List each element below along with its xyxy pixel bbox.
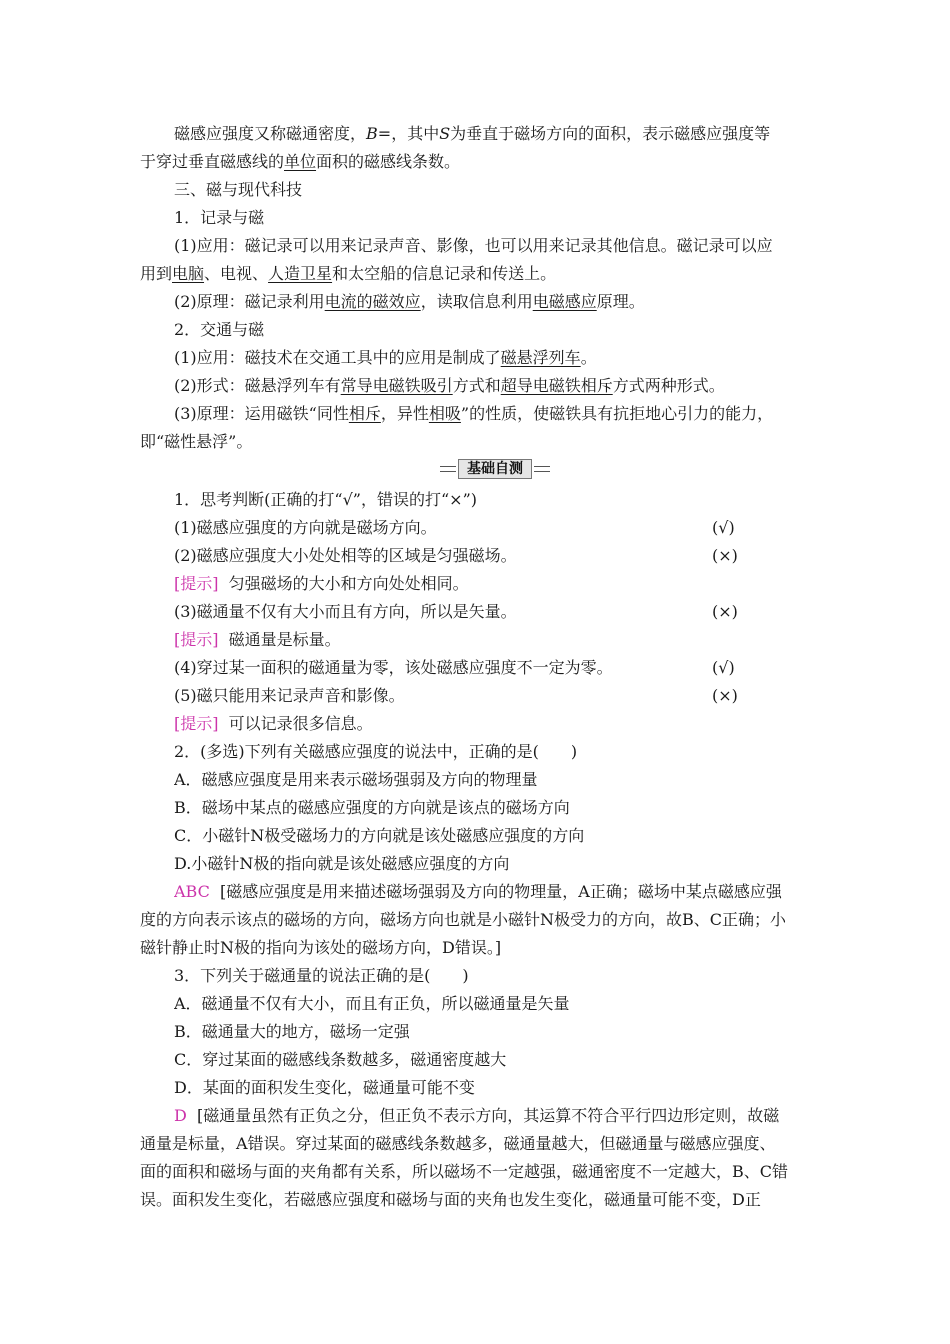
- q2-option-d: D.小磁针N极的指向就是该处磁感应强度的方向: [174, 854, 510, 873]
- q2-explanation-line-3: 磁针静止时N极的指向为该处的磁场方向，D错误。]: [140, 938, 502, 957]
- q1-item-2: (2)磁感应强度大小处处相等的区域是匀强磁场。: [174, 546, 517, 565]
- flux-density-line-1: [174, 124, 820, 144]
- q3-explanation-line-2: 通量是标量，A错误。穿过某面的磁感线条数越多，磁通量越大，但磁通量与磁感应强度、: [140, 1134, 776, 1153]
- underlined-term: 单位: [284, 152, 317, 171]
- banner-label: 基础自测: [458, 459, 532, 479]
- tip-text: 磁通量是标量。: [228, 630, 341, 649]
- text-span: =，其中: [377, 124, 440, 143]
- underlined-term: 常导电磁铁吸引: [340, 376, 453, 395]
- subheading-recording: 1．记录与磁: [174, 208, 265, 227]
- subheading-transport: 2．交通与磁: [174, 320, 265, 339]
- q3-option-d: D．某面的面积发生变化，磁通量可能不变: [174, 1078, 475, 1097]
- text-span: ，读取信息利用: [420, 292, 533, 311]
- q2-stem: 2．(多选)下列有关磁感应强度的说法中，正确的是( ): [174, 742, 578, 761]
- q3-option-c: C．穿过某面的磁感线条数越多，磁通密度越大: [174, 1050, 507, 1069]
- underlined-term: 电流的磁效应: [324, 292, 421, 311]
- text-span: [磁感应强度是用来描述磁场强弱及方向的物理量，A正确；磁场中某点磁感应强: [220, 882, 782, 901]
- q1-item-1: (1)磁感应强度的方向就是磁场方向。: [174, 518, 437, 537]
- q2-option-a: A．磁感应强度是用来表示磁场强弱及方向的物理量: [174, 770, 538, 789]
- text-span: 和太空船的信息记录和传送上。: [332, 264, 557, 283]
- recording-principle: [174, 292, 820, 312]
- symbol-b: B: [366, 124, 378, 143]
- transport-form: [174, 376, 820, 396]
- text-span: [磁通量虽然有正负之分，但正负不表示方向，其运算不符合平行四边形定则，故磁: [197, 1106, 780, 1125]
- recording-application-line-1: (1)应用：磁记录可以用来记录声音、影像，也可以用来记录其他信息。磁记录可以应: [174, 236, 773, 255]
- text-span: 于穿过垂直磁感线的: [140, 152, 285, 171]
- q1-item-2-mark: (×): [712, 546, 738, 565]
- underlined-term: 人造卫星: [268, 264, 333, 283]
- underlined-term: 相吸: [428, 404, 461, 423]
- q1-item-4-mark: (√): [712, 658, 735, 677]
- transport-principle-line-2: 即“磁性悬浮”。: [140, 432, 253, 451]
- text-span: 磁感应强度又称磁通密度，: [174, 124, 367, 143]
- q1-item-5-mark: (×): [712, 686, 738, 705]
- section-banner: [440, 457, 550, 479]
- q1-item-3-mark: (×): [712, 602, 738, 621]
- tip-label: [提示]: [174, 714, 219, 733]
- q1-item-5: (5)磁只能用来记录声音和影像。: [174, 686, 405, 705]
- recording-application-line-2: [140, 264, 820, 284]
- text-span: (2)形式：磁悬浮列车有: [174, 376, 341, 395]
- text-span: 原理。: [596, 292, 645, 311]
- q3-option-a: A．磁通量不仅有大小，而且有正负，所以磁通量是矢量: [174, 994, 570, 1013]
- text-span: (3)原理：运用磁铁“同性: [174, 404, 349, 423]
- q1-tip-1: [174, 574, 820, 594]
- underlined-term: 电脑: [172, 264, 205, 283]
- q1-item-4: (4)穿过某一面积的磁通量为零，该处磁感应强度不一定为零。: [174, 658, 613, 677]
- text-span: (1)应用：磁技术在交通工具中的应用是制成了: [174, 348, 501, 367]
- text-span: 面积的磁感线条数。: [316, 152, 461, 171]
- q2-explanation-line-2: 度的方向表示该点的磁场的方向，磁场方向也就是小磁针N极受力的方向，故B、C正确；小: [140, 910, 787, 929]
- text-span: ”的性质，使磁铁具有抗拒地心引力的能力，: [460, 404, 774, 423]
- banner-right-rule: [534, 466, 550, 472]
- underlined-term: 相斥: [348, 404, 381, 423]
- tip-label: [提示]: [174, 630, 219, 649]
- q2-explanation-line-1: [174, 882, 820, 902]
- text-span: 。: [580, 348, 597, 367]
- q1-item-1-mark: (√): [712, 518, 735, 537]
- q3-explanation-line-4: 误。面积发生变化，若磁感应强度和磁场与面的夹角也发生变化，磁通量可能不变，D正: [140, 1190, 761, 1209]
- transport-application: [174, 348, 820, 368]
- text-span: 方式两种形式。: [612, 376, 725, 395]
- text-span: (2)原理：磁记录利用: [174, 292, 325, 311]
- text-span: 、电视、: [204, 264, 269, 283]
- q2-answer: ABC: [174, 882, 210, 901]
- tip-label: [提示]: [174, 574, 219, 593]
- underlined-term: 磁悬浮列车: [500, 348, 581, 367]
- q3-answer: D: [174, 1106, 187, 1125]
- q3-option-b: B．磁通量大的地方，磁场一定强: [174, 1022, 410, 1041]
- tip-text: 匀强磁场的大小和方向处处相同。: [228, 574, 469, 593]
- q2-option-c: C．小磁针N极受磁场力的方向就是该处磁感应强度的方向: [174, 826, 585, 845]
- symbol-s: S: [439, 124, 451, 143]
- flux-density-line-2: [140, 152, 820, 172]
- text-span: ，异性: [380, 404, 429, 423]
- q3-explanation-line-3: 面的面积和磁场与面的夹角都有关系，所以磁场不一定越强，磁通密度不一定越大，B、C错: [140, 1162, 789, 1181]
- q2-option-b: B．磁场中某点的磁感应强度的方向就是该点的磁场方向: [174, 798, 570, 817]
- underlined-term: 超导电磁铁相斥: [500, 376, 613, 395]
- text-span: 为垂直于磁场方向的面积，表示磁感应强度等: [450, 124, 771, 143]
- q3-explanation-line-1: [174, 1106, 820, 1126]
- q1-tip-3: [174, 714, 820, 734]
- q3-stem: 3．下列关于磁通量的说法正确的是( ): [174, 966, 469, 985]
- tip-text: 可以记录很多信息。: [228, 714, 373, 733]
- text-span: 用到: [140, 264, 173, 283]
- q1-item-3: (3)磁通量不仅有大小而且有方向，所以是矢量。: [174, 602, 517, 621]
- section-heading: 三、磁与现代科技: [174, 180, 303, 199]
- q1-tip-2: [174, 630, 820, 650]
- text-span: 方式和: [452, 376, 501, 395]
- q1-title: 1．思考判断(正确的打“√”，错误的打“×”): [174, 490, 477, 509]
- underlined-term: 电磁感应: [532, 292, 597, 311]
- banner-left-rule: [440, 466, 456, 472]
- transport-principle-line-1: [174, 404, 820, 424]
